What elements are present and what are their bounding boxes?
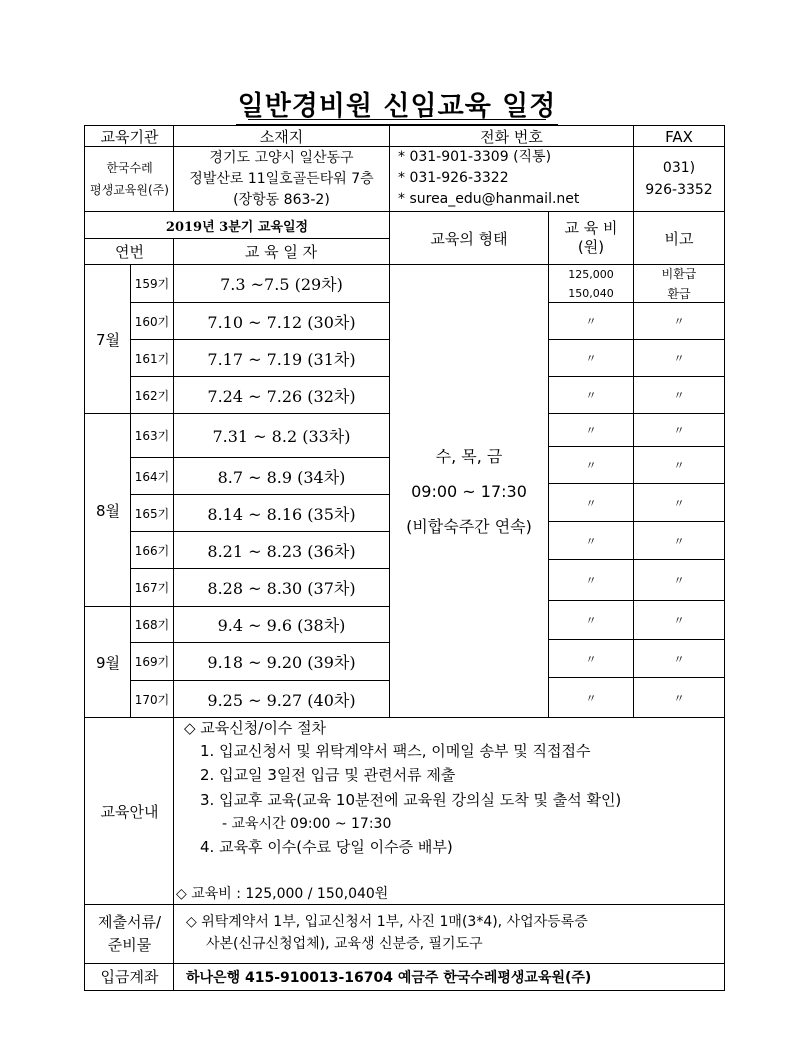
address-line: (장항동 863-2) <box>233 191 330 208</box>
note-first <box>634 265 724 302</box>
month-august: 8월 <box>95 501 121 520</box>
month-july: 7월 <box>95 330 121 349</box>
header-fee-line: (원) <box>577 238 605 256</box>
fax-line: 031) <box>662 160 696 176</box>
round-cell: 166기 <box>134 543 170 558</box>
fee-value: 150,040 <box>568 286 614 300</box>
note-value: 환급 <box>667 286 691 301</box>
title-underline <box>248 119 546 120</box>
note-ditto: 〃 <box>673 691 685 705</box>
documents-line: ◇ 위탁계약서 1부, 입교신청서 1부, 사진 1매(3*4), 사업자등록증 <box>186 914 588 930</box>
fee-value: 125,000 <box>568 267 614 281</box>
date-cell: 9.18 ~ 9.20 (39차) <box>207 653 356 672</box>
fax-number <box>634 147 724 211</box>
date-cell: 7.17 ~ 7.19 (31차) <box>207 349 356 369</box>
note-ditto: 〃 <box>673 574 685 587</box>
date-cell: 7.24 ~ 7.26 (32차) <box>207 386 356 406</box>
note-ditto: 〃 <box>673 614 685 627</box>
date-cell: 7.10 ~ 7.12 (30차) <box>207 312 356 332</box>
date-cell: 9.4 ~ 9.6 (38차) <box>217 616 346 635</box>
fee-ditto: 〃 <box>585 574 597 587</box>
institution-line: 한국수레 <box>106 161 153 175</box>
round-cell: 164기 <box>134 469 170 484</box>
grid-line <box>84 717 725 718</box>
note-ditto: 〃 <box>673 352 685 365</box>
documents-label-line: 준비물 <box>107 936 152 954</box>
format-note: (비합숙주간 연속) <box>406 516 532 536</box>
round-cell: 159기 <box>134 277 170 291</box>
note-ditto: 〃 <box>673 652 685 666</box>
address-line: 경기도 고양시 일산동구 <box>209 149 354 166</box>
note-ditto: 〃 <box>673 424 685 437</box>
institution-name <box>86 147 173 211</box>
date-cell: 8.28 ~ 8.30 (37차) <box>207 579 356 598</box>
fee-ditto: 〃 <box>585 389 597 402</box>
guide-step: 3. 입교후 교육(교육 10분전에 교육원 강의실 도착 및 출석 확인) <box>200 791 622 809</box>
address-line: 정발산로 11일호골든타워 7층 <box>189 170 374 187</box>
fee-ditto: 〃 <box>585 691 597 705</box>
round-cell: 169기 <box>134 655 170 669</box>
phone-list <box>398 147 632 211</box>
fee-ditto: 〃 <box>585 652 597 666</box>
guide-step: 4. 교육후 이수(수료 당일 이수증 배부) <box>200 838 453 856</box>
header-location: 소재지 <box>259 128 304 146</box>
round-cell: 167기 <box>134 581 170 595</box>
guide-label: 교육안내 <box>100 802 159 821</box>
month-september: 9월 <box>95 653 121 672</box>
institution-line: 평생교육원(주) <box>90 183 169 197</box>
guide-step: 1. 입교신청서 및 위탁계약서 팩스, 이메일 송부 및 직접접수 <box>200 742 591 760</box>
account-value: 하나은행 415-910013-16704 예금주 한국수레평생교육원(주) <box>186 970 592 986</box>
account-label: 입금계좌 <box>100 968 159 986</box>
fax-line: 926-3352 <box>645 182 713 198</box>
phone-line: * 031-901-3309 (직통) <box>398 149 552 165</box>
header-note: 비고 <box>664 229 694 248</box>
documents-line: 사본(신규신청업체), 교육생 신분증, 필기도구 <box>206 936 483 952</box>
fee-ditto: 〃 <box>585 424 597 437</box>
header-institution: 교육기관 <box>100 128 159 146</box>
date-cell: 7.3 ~7.5 (29차) <box>220 275 343 294</box>
header-format: 교육의 형태 <box>430 229 508 248</box>
round-cell: 165기 <box>134 506 170 521</box>
education-format <box>390 265 548 717</box>
grid-line <box>84 963 725 964</box>
format-time: 09:00 ~ 17:30 <box>411 481 527 501</box>
note-ditto: 〃 <box>673 315 685 328</box>
note-ditto: 〃 <box>673 534 685 548</box>
header-round: 연번 <box>115 243 144 261</box>
date-cell: 7.31 ~ 8.2 (33차) <box>212 427 351 446</box>
header-fax: FAX <box>665 127 693 146</box>
documents-label-line: 제출서류/ <box>97 913 161 931</box>
fee-ditto: 〃 <box>585 352 597 365</box>
date-cell: 8.7 ~ 8.9 (34차) <box>217 467 346 487</box>
round-cell: 160기 <box>134 314 170 329</box>
header-date: 교 육 일 자 <box>244 243 318 261</box>
date-cell: 8.21 ~ 8.23 (36차) <box>207 541 356 561</box>
email-line: * surea_edu@hanmail.net <box>398 191 580 207</box>
note-value: 비환급 <box>661 266 697 281</box>
header-fee <box>549 212 633 264</box>
fee-ditto: 〃 <box>585 315 597 328</box>
round-cell: 168기 <box>134 618 170 632</box>
guide-heading: ◇ 교육신청/이수 절차 <box>184 719 327 737</box>
guide-time: - 교육시간 09:00 ~ 17:30 <box>222 816 392 832</box>
round-cell: 163기 <box>134 429 170 443</box>
note-ditto: 〃 <box>673 459 685 472</box>
address <box>174 147 389 211</box>
format-days: 수, 목, 금 <box>435 446 503 466</box>
round-cell: 162기 <box>134 388 170 403</box>
fee-ditto: 〃 <box>585 614 597 627</box>
date-cell: 9.25 ~ 9.27 (40차) <box>207 690 356 710</box>
guide-fee: ◇ 교육비 : 125,000 / 150,040원 <box>176 886 389 902</box>
round-cell: 161기 <box>134 351 170 366</box>
phone-line: * 031-926-3322 <box>398 170 509 186</box>
grid-line <box>84 904 725 905</box>
note-ditto: 〃 <box>673 389 685 402</box>
guide-step: 2. 입교일 3일전 입금 및 관련서류 제출 <box>200 766 456 784</box>
fee-ditto: 〃 <box>585 459 597 472</box>
note-ditto: 〃 <box>673 496 685 510</box>
quarter-title: 2019년 3분기 교육일정 <box>165 219 309 235</box>
page-title: 일반경비원 신임교육 일정 <box>0 84 794 123</box>
header-phone: 전화 번호 <box>480 128 543 146</box>
header-fee-line: 교 육 비 <box>564 219 618 237</box>
date-cell: 8.14 ~ 8.16 (35차) <box>207 504 356 524</box>
round-cell: 170기 <box>134 692 170 707</box>
documents-label <box>86 905 173 963</box>
fee-ditto: 〃 <box>585 534 597 548</box>
fee-ditto: 〃 <box>585 496 597 510</box>
fee-first <box>549 265 633 302</box>
grid-line <box>173 717 174 991</box>
